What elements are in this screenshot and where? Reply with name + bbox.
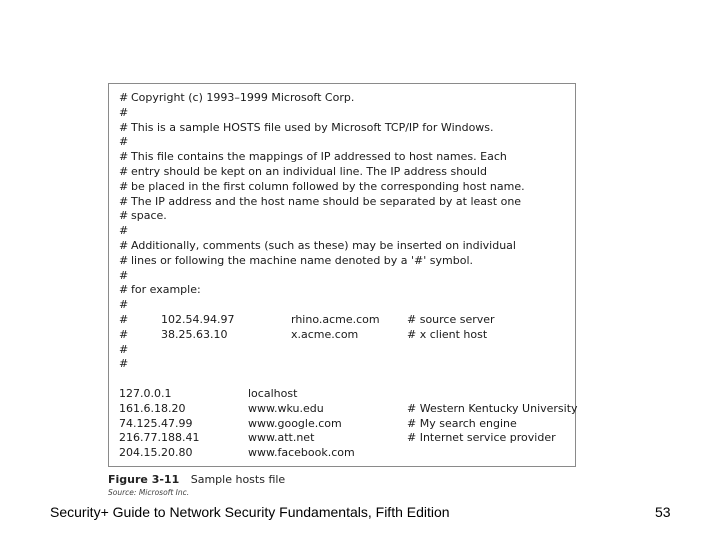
comment-mark: # <box>119 179 129 193</box>
entry-comment: # My search engine <box>407 416 517 430</box>
hosts-file-figure <box>108 83 576 467</box>
comment-text: space. <box>131 209 167 223</box>
comment-mark: # <box>119 209 129 223</box>
entry-ip: 161.6.18.20 <box>119 401 186 415</box>
comment-mark: # <box>119 120 129 134</box>
figure-source: Source: Microsoft Inc. <box>108 488 190 497</box>
footer-title: Security+ Guide to Network Security Fundamentals, Fifth Edition <box>50 504 450 520</box>
comment-mark: # <box>119 135 129 149</box>
comment-text: Additionally, comments (such as these) may be inserted on individual <box>131 238 516 252</box>
comment-text: for example: <box>131 283 201 297</box>
comment-text: The IP address and the host name should be separated by at least one <box>131 194 522 208</box>
example-comment: # source server <box>407 312 495 326</box>
example-host: rhino.acme.com <box>291 312 380 326</box>
entry-comment: # Internet service provider <box>407 431 556 445</box>
page-number: 53 <box>655 504 671 520</box>
entry-comment: # Western Kentucky University <box>407 401 578 415</box>
comment-mark: # <box>119 357 129 371</box>
comment-mark: # <box>119 91 129 104</box>
figure-caption <box>108 473 285 486</box>
comment-mark: # <box>119 105 129 119</box>
comment-mark: # <box>119 283 129 297</box>
entry-host: www.wku.edu <box>248 401 324 415</box>
comment-mark: # <box>119 224 129 238</box>
entry-ip: 127.0.0.1 <box>119 386 172 400</box>
comment-mark: # <box>119 268 129 282</box>
figure-caption-text: Sample hosts file <box>190 473 286 486</box>
example-ip: 38.25.63.10 <box>161 327 228 341</box>
entry-ip: 216.77.188.41 <box>119 431 200 445</box>
comment-text: entry should be kept on an individual line. The IP address should <box>131 164 487 178</box>
comment-mark: # <box>119 150 129 164</box>
comment-mark: # <box>119 253 129 267</box>
comment-mark: # <box>119 312 129 326</box>
example-host: x.acme.com <box>291 327 359 341</box>
comment-mark: # <box>119 164 129 178</box>
comment-mark: # <box>119 342 129 356</box>
entry-ip: 204.15.20.80 <box>119 446 193 460</box>
comment-mark: # <box>119 194 129 208</box>
comment-text: This file contains the mappings of IP addressed to host names. Each <box>131 150 507 164</box>
figure-label: Figure 3-11 <box>108 473 180 486</box>
example-ip: 102.54.94.97 <box>161 312 235 326</box>
comment-mark: # <box>119 327 129 341</box>
comment-text: lines or following the machine name denoted by a '#' symbol. <box>131 253 474 267</box>
comment-text: Copyright (c) 1993–1999 Microsoft Corp. <box>131 91 355 104</box>
entry-host: www.facebook.com <box>248 446 355 460</box>
entry-host: www.google.com <box>248 416 342 430</box>
comment-mark: # <box>119 298 129 312</box>
entry-ip: 74.125.47.99 <box>119 416 193 430</box>
comment-text: This is a sample HOSTS file used by Microsoft TCP/IP for Windows. <box>131 120 494 134</box>
comment-text: be placed in the first column followed by the corresponding host name. <box>131 179 525 193</box>
comment-mark: # <box>119 238 129 252</box>
entry-host: localhost <box>248 386 298 400</box>
example-comment: # x client host <box>407 327 488 341</box>
entry-host: www.att.net <box>248 431 315 445</box>
